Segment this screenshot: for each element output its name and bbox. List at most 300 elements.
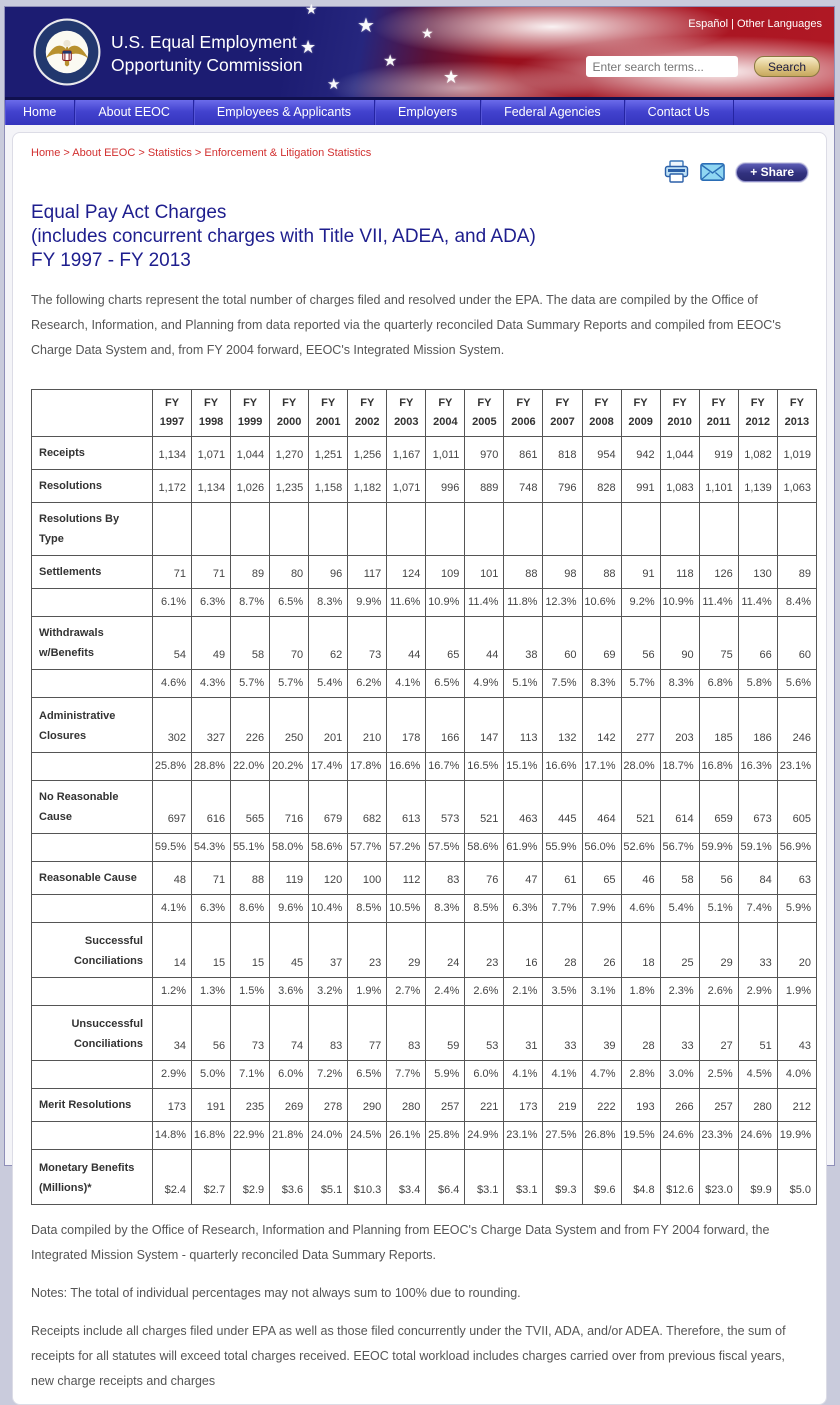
table-cell: 34 [153,1006,192,1061]
table-cell: 212 [777,1089,816,1122]
table-cell: 15.1% [504,753,543,781]
table-cell: 28 [543,923,582,978]
table-row [32,895,817,923]
search-input[interactable] [586,56,738,77]
table-cell: 716 [270,781,309,834]
table-cell: 43 [777,1006,816,1061]
table-row [32,437,817,470]
year-header-fy-2010: FY 2010 [660,390,699,437]
breadcrumb-link-statistics[interactable]: Statistics [147,147,192,159]
year-header-fy-2005: FY 2005 [465,390,504,437]
nav-item-home[interactable]: Home [5,100,75,125]
table-cell: 573 [426,781,465,834]
table-cell: 29 [699,923,738,978]
table-cell: 1,139 [738,470,777,503]
table-cell: 5.7% [621,670,660,698]
table-cell: 4.1% [153,895,192,923]
table-cell: 56 [621,617,660,670]
table-cell: 2.7% [387,978,426,1006]
table-cell: 991 [621,470,660,503]
table-cell: 7.9% [582,895,621,923]
table-cell: 6.5% [426,670,465,698]
table-cell: 126 [699,556,738,589]
table-cell: 679 [309,781,348,834]
table-cell: 8.3% [426,895,465,923]
table-cell: 96 [309,556,348,589]
table-cell: 605 [777,781,816,834]
table-cell: 1,019 [777,437,816,470]
table-cell: $2.9 [231,1150,270,1205]
print-icon[interactable] [664,161,689,183]
table-cell: $4.8 [621,1150,660,1205]
table-row [32,1150,817,1205]
table-cell: 9.6% [270,895,309,923]
table-cell: 7.5% [543,670,582,698]
table-cell: $9.3 [543,1150,582,1205]
envelope-icon[interactable] [700,161,725,183]
table-cell: $3.1 [465,1150,504,1205]
table-cell: 38 [504,617,543,670]
nav-item-about-eeoc[interactable]: About EEOC [75,100,194,125]
table-cell: 280 [387,1089,426,1122]
flag-star-icon: ★ [421,25,434,41]
table-cell: 954 [582,437,621,470]
table-cell [270,503,309,556]
table-cell: 112 [387,862,426,895]
table-cell: 250 [270,698,309,753]
table-cell: 1,251 [309,437,348,470]
table-cell: 88 [231,862,270,895]
table-row [32,1089,817,1122]
table-cell: 5.1% [699,895,738,923]
table-cell: 614 [660,781,699,834]
row-label: No Reasonable Cause [32,781,153,834]
table-cell: 1.3% [192,978,231,1006]
table-cell: 3.2% [309,978,348,1006]
table-cell: 26.1% [387,1122,426,1150]
table-cell: 1.9% [348,978,387,1006]
table-cell [504,503,543,556]
table-cell: 16.8% [699,753,738,781]
table-cell: 71 [192,556,231,589]
table-cell [153,503,192,556]
table-cell: 6.2% [348,670,387,698]
table-cell: 1,134 [192,470,231,503]
table-cell: 57.2% [387,834,426,862]
eeoc-seal-logo [33,18,101,86]
table-cell: 682 [348,781,387,834]
table-cell: 565 [231,781,270,834]
table-cell: 16.3% [738,753,777,781]
table-cell: 464 [582,781,621,834]
table-cell: 17.4% [309,753,348,781]
table-cell: 46 [621,862,660,895]
breadcrumb-link-home[interactable]: Home [31,147,61,159]
table-cell: 521 [621,781,660,834]
table-cell: 17.8% [348,753,387,781]
table-cell: 20 [777,923,816,978]
table-cell: 7.4% [738,895,777,923]
table-cell: 6.5% [270,589,309,617]
table-cell: 5.0% [192,1061,231,1089]
table-cell: 8.3% [660,670,699,698]
table-cell: 117 [348,556,387,589]
table-cell: 58.6% [465,834,504,862]
table-cell: 28.0% [621,753,660,781]
table-cell: 25.8% [426,1122,465,1150]
table-cell: 203 [660,698,699,753]
table-cell: 2.6% [699,978,738,1006]
breadcrumb [31,147,808,159]
table-cell: 2.1% [504,978,543,1006]
table-cell: 124 [387,556,426,589]
year-header-fy-2003: FY 2003 [387,390,426,437]
table-cell: 65 [582,862,621,895]
table-cell: 11.4% [699,589,738,617]
table-cell: 6.3% [192,589,231,617]
table-cell: 1,182 [348,470,387,503]
table-cell: 889 [465,470,504,503]
table-cell: 4.1% [387,670,426,698]
table-cell: 2.9% [738,978,777,1006]
table-cell: 3.6% [270,978,309,1006]
table-cell: 70 [270,617,309,670]
table-cell: 8.6% [231,895,270,923]
table-cell: 1,071 [387,470,426,503]
table-cell: 60 [777,617,816,670]
table-cell: 19.9% [777,1122,816,1150]
table-cell: 4.7% [582,1061,621,1089]
table-cell: $3.4 [387,1150,426,1205]
table-cell: 5.4% [309,670,348,698]
table-cell: 90 [660,617,699,670]
table-cell: 659 [699,781,738,834]
table-cell: 6.0% [465,1061,504,1089]
table-cell: 7.7% [543,895,582,923]
table-cell: 24.6% [660,1122,699,1150]
table-cell: 173 [153,1089,192,1122]
table-cell: 73 [231,1006,270,1061]
table-cell: 1,235 [270,470,309,503]
table-cell: 66 [738,617,777,670]
table-cell: 25 [660,923,699,978]
table-cell: 98 [543,556,582,589]
table-cell: 63 [777,862,816,895]
table-cell: 47 [504,862,543,895]
table-cell: 28.8% [192,753,231,781]
table-row [32,753,817,781]
flag-star-icon: ★ [305,1,318,17]
table-cell: 57.7% [348,834,387,862]
breadcrumb-separator: > [191,147,205,159]
table-cell: 5.7% [270,670,309,698]
table-cell: 1,158 [309,470,348,503]
table-cell: 616 [192,781,231,834]
table-cell: 4.0% [777,1061,816,1089]
table-cell: 24.0% [309,1122,348,1150]
table-row [32,617,817,670]
table-cell: 48 [153,862,192,895]
table-cell: 11.4% [738,589,777,617]
page-title-line2: (includes concurrent charges with Title VII, ADEA, and ADA) [31,226,536,247]
table-cell: 130 [738,556,777,589]
table-cell: 10.9% [660,589,699,617]
row-label [32,1061,153,1089]
breadcrumb-separator: > [135,147,148,159]
table-cell: 1.8% [621,978,660,1006]
table-cell: $2.4 [153,1150,192,1205]
table-cell: 8.3% [309,589,348,617]
table-cell: 26 [582,923,621,978]
table-cell: 83 [387,1006,426,1061]
page-title-line1: Equal Pay Act Charges [31,202,227,223]
year-header-fy-2002: FY 2002 [348,390,387,437]
table-cell: 51 [738,1006,777,1061]
table-cell: 1,134 [153,437,192,470]
year-header-fy-2012: FY 2012 [738,390,777,437]
table-cell: 27.5% [543,1122,582,1150]
table-cell: 463 [504,781,543,834]
table-cell: 221 [465,1089,504,1122]
table-row [32,923,817,978]
table-cell: 59.1% [738,834,777,862]
table-cell: 2.8% [621,1061,660,1089]
year-header-fy-2011: FY 2011 [699,390,738,437]
table-cell: 59.9% [699,834,738,862]
table-cell: 14 [153,923,192,978]
table-cell: 5.9% [777,895,816,923]
table-cell: 7.7% [387,1061,426,1089]
table-cell: 8.5% [465,895,504,923]
table-cell: 6.5% [348,1061,387,1089]
table-cell: 71 [153,556,192,589]
content-card [12,132,827,1405]
table-cell: 4.9% [465,670,504,698]
breadcrumb-link-about-eeoc[interactable]: About EEOC [72,147,136,159]
table-cell: 210 [348,698,387,753]
table-cell: 84 [738,862,777,895]
table-cell: 7.2% [309,1061,348,1089]
table-cell [231,503,270,556]
flag-star-icon: ★ [383,53,398,70]
table-cell: 18 [621,923,660,978]
table-cell: 613 [387,781,426,834]
table-cell: $12.6 [660,1150,699,1205]
page-title-line3: FY 1997 - FY 2013 [31,250,191,271]
table-row [32,978,817,1006]
nav-item-contact-us[interactable]: Contact Us [625,100,734,125]
agency-name-line2: Opportunity Commission [111,55,303,75]
table-cell: 4.6% [621,895,660,923]
table-cell: 55.9% [543,834,582,862]
nav-item-federal-agencies[interactable]: Federal Agencies [481,100,625,125]
table-cell: 201 [309,698,348,753]
table-cell: 996 [426,470,465,503]
table-cell: 22.9% [231,1122,270,1150]
table-cell: 109 [426,556,465,589]
table-cell: 277 [621,698,660,753]
table-cell: 17.1% [582,753,621,781]
table-cell: 80 [270,556,309,589]
year-header-fy-1999: FY 1999 [231,390,270,437]
table-cell: 54 [153,617,192,670]
table-cell: 2.6% [465,978,504,1006]
epa-charges-table [31,389,817,1205]
table-cell: 16.6% [387,753,426,781]
table-cell: 120 [309,862,348,895]
table-row [32,862,817,895]
table-cell: $9.6 [582,1150,621,1205]
table-cell: 62 [309,617,348,670]
table-cell: 1,167 [387,437,426,470]
table-cell: 23.1% [777,753,816,781]
table-cell: 59 [426,1006,465,1061]
table-cell: 222 [582,1089,621,1122]
table-cell: $2.7 [192,1150,231,1205]
table-cell: 59.5% [153,834,192,862]
row-label: Resolutions By Type [32,503,153,556]
table-cell: 22.0% [231,753,270,781]
table-cell: 23 [348,923,387,978]
table-cell: 16.6% [543,753,582,781]
row-label: Merit Resolutions [32,1089,153,1122]
table-cell: 257 [699,1089,738,1122]
nav-item-employers[interactable]: Employers [375,100,481,125]
table-cell: 2.5% [699,1061,738,1089]
table-cell: 10.6% [582,589,621,617]
table-cell: 4.6% [153,670,192,698]
table-cell: 69 [582,617,621,670]
agency-name [111,31,303,77]
table-cell: 5.7% [231,670,270,698]
table-cell: 302 [153,698,192,753]
table-cell: 4.1% [504,1061,543,1089]
table-cell [426,503,465,556]
table-cell [777,503,816,556]
table-cell [465,503,504,556]
nav-item-employees-applicants[interactable]: Employees & Applicants [194,100,375,125]
table-cell: 147 [465,698,504,753]
table-cell: 3.0% [660,1061,699,1089]
page-title [31,201,808,273]
row-label [32,895,153,923]
row-label [32,589,153,617]
table-cell: 796 [543,470,582,503]
table-cell: 73 [348,617,387,670]
table-cell: 44 [465,617,504,670]
table-cell: 1,011 [426,437,465,470]
table-cell: 23.1% [504,1122,543,1150]
table-cell: $3.1 [504,1150,543,1205]
table-cell: 76 [465,862,504,895]
table-row [32,470,817,503]
table-cell: 24.9% [465,1122,504,1150]
table-cell: 75 [699,617,738,670]
table-cell: 8.3% [582,670,621,698]
table-cell: 4.3% [192,670,231,698]
table-cell: 226 [231,698,270,753]
language-links[interactable]: Español | Other Languages [688,18,822,30]
breadcrumb-link-enforcement-litigation-statistics[interactable]: Enforcement & Litigation Statistics [204,147,372,159]
table-cell: 56 [192,1006,231,1061]
table-cell: 191 [192,1089,231,1122]
table-cell: $5.1 [309,1150,348,1205]
table-cell: 818 [543,437,582,470]
table-cell: 15 [231,923,270,978]
table-row [32,670,817,698]
table-cell: 88 [582,556,621,589]
table-cell: 56.7% [660,834,699,862]
year-header-fy-2009: FY 2009 [621,390,660,437]
row-label: Resolutions [32,470,153,503]
table-cell: 88 [504,556,543,589]
table-cell: 673 [738,781,777,834]
table-cell: 71 [192,862,231,895]
table-cell: 60 [543,617,582,670]
table-cell: 55.1% [231,834,270,862]
table-cell: 185 [699,698,738,753]
search-button[interactable]: Search [754,56,820,77]
table-cell: $3.6 [270,1150,309,1205]
site-header [5,1,834,97]
table-cell: 33 [543,1006,582,1061]
table-cell: 20.2% [270,753,309,781]
table-cell: 6.1% [153,589,192,617]
table-cell: 1.2% [153,978,192,1006]
table-cell [192,503,231,556]
footnote-rounding: Notes: The total of individual percentages may not always sum to 100% due to rounding. [31,1286,521,1300]
table-cell: 3.5% [543,978,582,1006]
share-button[interactable]: + Share [736,163,808,182]
table-cell: 2.9% [153,1061,192,1089]
table-cell: 58.6% [309,834,348,862]
table-cell: 14.8% [153,1122,192,1150]
table-cell: 5.8% [738,670,777,698]
table-cell: 1,270 [270,437,309,470]
table-cell: $5.0 [777,1150,816,1205]
footnote-source: Data compiled by the Office of Research, Information and Planning from EEOC's Charge Data System and from FY 2004 forward, the Integrated Mission System - quarterly reconciled Data Summary Reports. [31,1223,770,1262]
table-cell: 1,026 [231,470,270,503]
table-cell: 25.8% [153,753,192,781]
table-cell: 52.6% [621,834,660,862]
table-cell: 53 [465,1006,504,1061]
table-cell: 1,083 [660,470,699,503]
row-label [32,834,153,862]
row-label: Successful Conciliations [32,923,153,978]
page-actions [31,160,808,184]
table-cell: 91 [621,556,660,589]
table-cell: 74 [270,1006,309,1061]
table-cell: 16.8% [192,1122,231,1150]
table-cell: 24.6% [738,1122,777,1150]
table-cell: 1,256 [348,437,387,470]
flag-star-icon: ★ [327,76,341,93]
table-cell: 16.7% [426,753,465,781]
table-row [32,503,817,556]
table-cell: $6.4 [426,1150,465,1205]
row-label [32,978,153,1006]
table-cell: 5.4% [660,895,699,923]
table-cell [348,503,387,556]
table-cell: 219 [543,1089,582,1122]
table-cell: 89 [777,556,816,589]
table-cell: 2.3% [660,978,699,1006]
table-cell: 266 [660,1089,699,1122]
table-cell: 113 [504,698,543,753]
content-background [5,125,834,1405]
table-row [32,556,817,589]
table-cell [309,503,348,556]
